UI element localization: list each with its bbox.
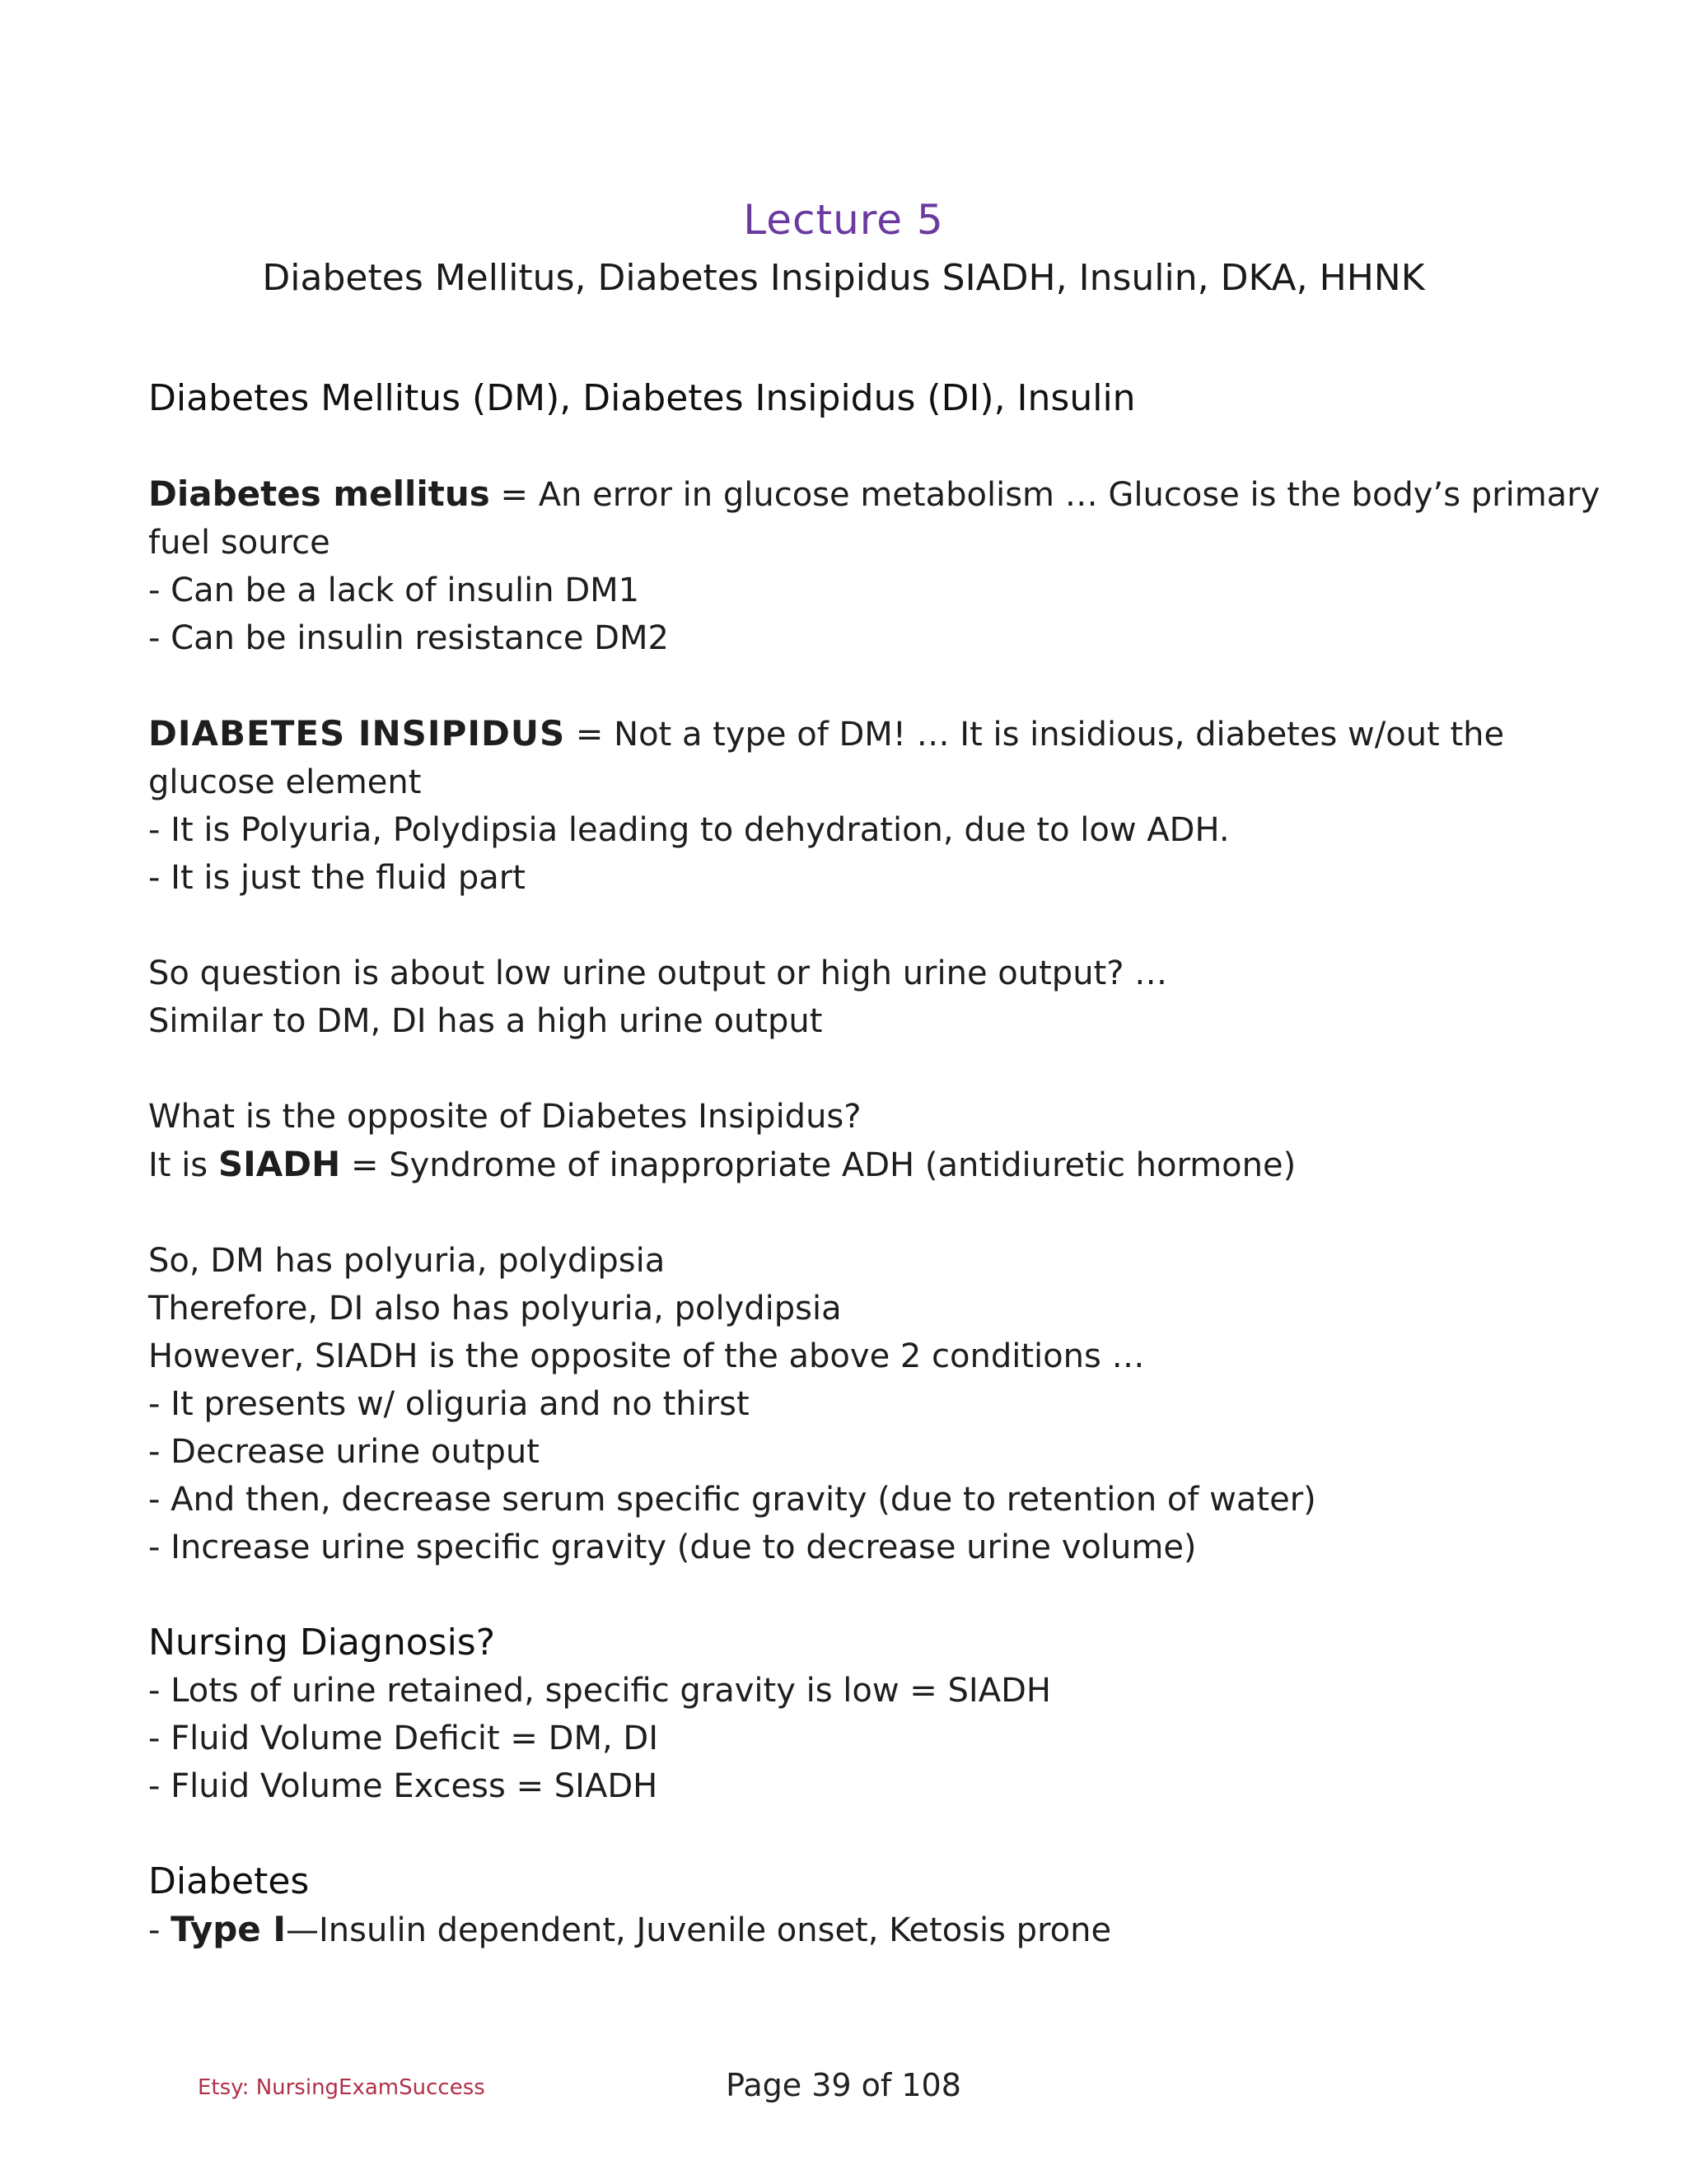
- type1-description: —Insulin dependent, Juvenile onset, Ketosis prone: [286, 1911, 1112, 1949]
- dm-definition-cont: fuel source: [148, 524, 330, 562]
- page-number: Page 39 of 108: [726, 2067, 961, 2103]
- nursing-bullet-3: - Fluid Volume Excess = SIADH: [148, 1767, 658, 1805]
- di-term: DIABETES INSIPIDUS: [148, 713, 566, 754]
- compare-line-1: So, DM has polyuria, polydipsia: [148, 1242, 666, 1280]
- dm-definition-text: = An error in glucose metabolism … Glucose is the body’s primary: [489, 476, 1601, 514]
- dm-definition: [148, 470, 1601, 519]
- nursing-heading: Nursing Diagnosis?: [148, 1622, 496, 1664]
- compare-line-2: Therefore, DI also has polyuria, polydipsia: [148, 1290, 842, 1328]
- compare-bullet-4: - Increase urine specific gravity (due to decrease urine volume): [148, 1528, 1197, 1566]
- question-line-2: Similar to DM, DI has a high urine output: [148, 1002, 823, 1040]
- opposite-line-2: [148, 1141, 1549, 1189]
- compare-line-3: However, SIADH is the opposite of the above 2 conditions …: [148, 1337, 1145, 1375]
- lecture-subtitle: Diabetes Mellitus, Diabetes Insipidus SIADH, Insulin, DKA, HHNK: [262, 257, 1425, 299]
- diabetes-heading: Diabetes: [148, 1860, 310, 1902]
- di-definition: [148, 710, 1549, 758]
- di-bullet-1: - It is Polyuria, Polydipsia leading to dehydration, due to low ADH.: [148, 811, 1230, 849]
- di-definition-text: = Not a type of DM! … It is insidious, diabetes w/out the: [565, 716, 1505, 754]
- dm-bullet-2: - Can be insulin resistance DM2: [148, 619, 669, 657]
- opposite-prefix: It is: [148, 1146, 218, 1184]
- diabetes-prefix: -: [148, 1911, 171, 1949]
- siadh-term: SIADH: [217, 1144, 341, 1184]
- section-heading: Diabetes Mellitus (DM), Diabetes Insipidus (DI), Insulin: [148, 377, 1136, 419]
- lecture-title: Lecture 5: [743, 196, 944, 244]
- type1-term: Type I: [171, 1909, 286, 1949]
- content-body: [148, 375, 1601, 1954]
- di-bullet-2: - It is just the fluid part: [148, 859, 526, 897]
- question-line-1: So question is about low urine output or high urine output? …: [148, 954, 1168, 992]
- di-definition-cont: glucose element: [148, 763, 422, 801]
- diabetes-type1: [148, 1906, 1549, 1954]
- etsy-credit: Etsy: NursingExamSuccess: [198, 2075, 485, 2100]
- nursing-bullet-2: - Fluid Volume Deficit = DM, DI: [148, 1720, 659, 1757]
- nursing-bullet-1: - Lots of urine retained, specific gravity is low = SIADH: [148, 1672, 1051, 1710]
- compare-bullet-2: - Decrease urine output: [148, 1433, 540, 1471]
- dm-bullet-1: - Can be a lack of insulin DM1: [148, 572, 640, 609]
- opposite-line-1: What is the opposite of Diabetes Insipidus?: [148, 1098, 862, 1136]
- compare-bullet-3: - And then, decrease serum specific gravity (due to retention of water): [148, 1481, 1316, 1519]
- dm-term: Diabetes mellitus: [148, 474, 490, 514]
- compare-bullet-1: - It presents w/ oliguria and no thirst: [148, 1385, 750, 1423]
- opposite-rest: = Syndrome of inappropriate ADH (antidiuretic hormone): [340, 1146, 1297, 1184]
